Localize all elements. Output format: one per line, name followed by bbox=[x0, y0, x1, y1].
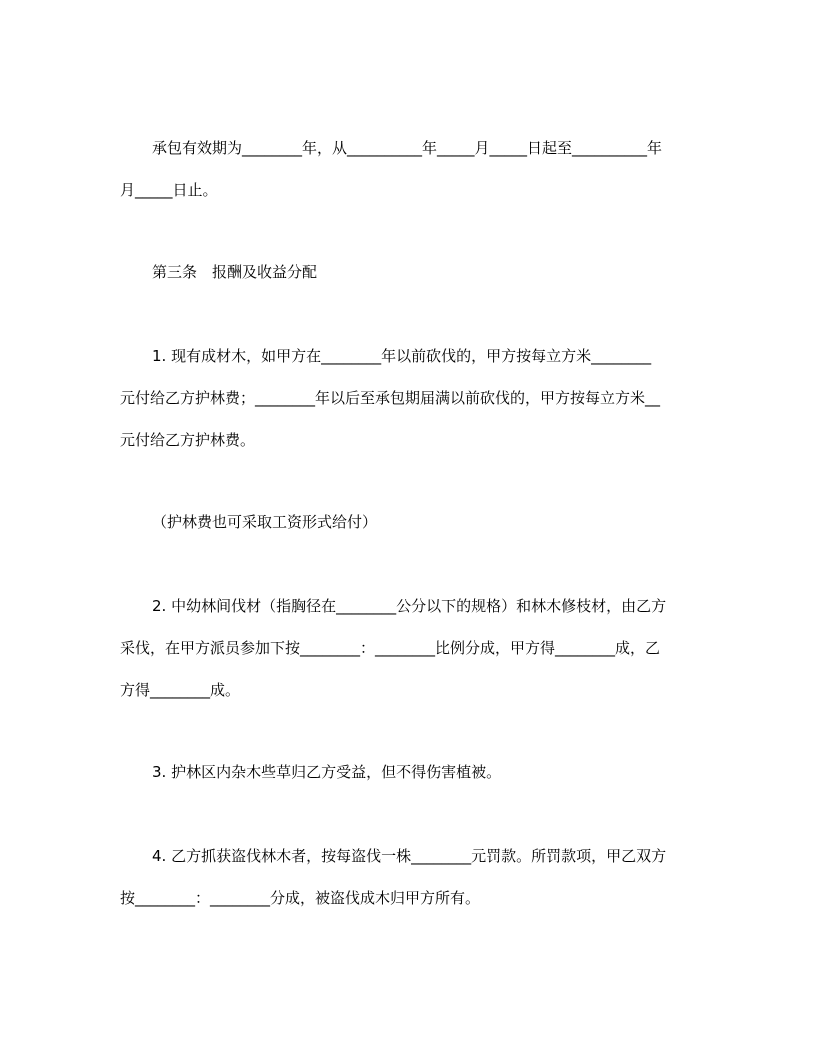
clause-2-line-1: 2. 中幼林间伐材（指胸径在________公分以下的规格）和林木修枝材，由乙方 bbox=[152, 597, 667, 615]
clause-1-note: （护林费也可采取工资形式给付） bbox=[152, 513, 378, 531]
clause-3-line-1: 3. 护林区内杂木些草归乙方受益，但不得伤害植被。 bbox=[152, 763, 502, 781]
clause-2-line-3: 方得________成。 bbox=[120, 681, 241, 699]
clause-4-line-2: 按________：________分成，被盗伐成木归甲方所有。 bbox=[120, 889, 481, 907]
article-3-heading: 第三条 报酬及收益分配 bbox=[152, 263, 318, 281]
clause-1-line-1: 1. 现有成材木，如甲方在________年以前砍伐的，甲方按每立方米________ bbox=[152, 347, 652, 365]
clause-2-line-2: 采伐，在甲方派员参加下按________：________比例分成，甲方得________成，乙 bbox=[120, 639, 661, 657]
clause-1-line-2: 元付给乙方护林费；________年以后至承包期届满以前砍伐的，甲方按每立方米__ bbox=[120, 389, 661, 407]
clause-1-line-3: 元付给乙方护林费。 bbox=[120, 431, 256, 449]
contract-term-line-2: 月_____日止。 bbox=[120, 181, 218, 199]
contract-term-line-1: 承包有效期为________年，从__________年_____月_____日起至__________年 bbox=[152, 139, 663, 157]
clause-4-line-1: 4. 乙方抓获盗伐林木者，按每盗伐一株________元罚款。所罚款项，甲乙双方 bbox=[152, 847, 667, 865]
